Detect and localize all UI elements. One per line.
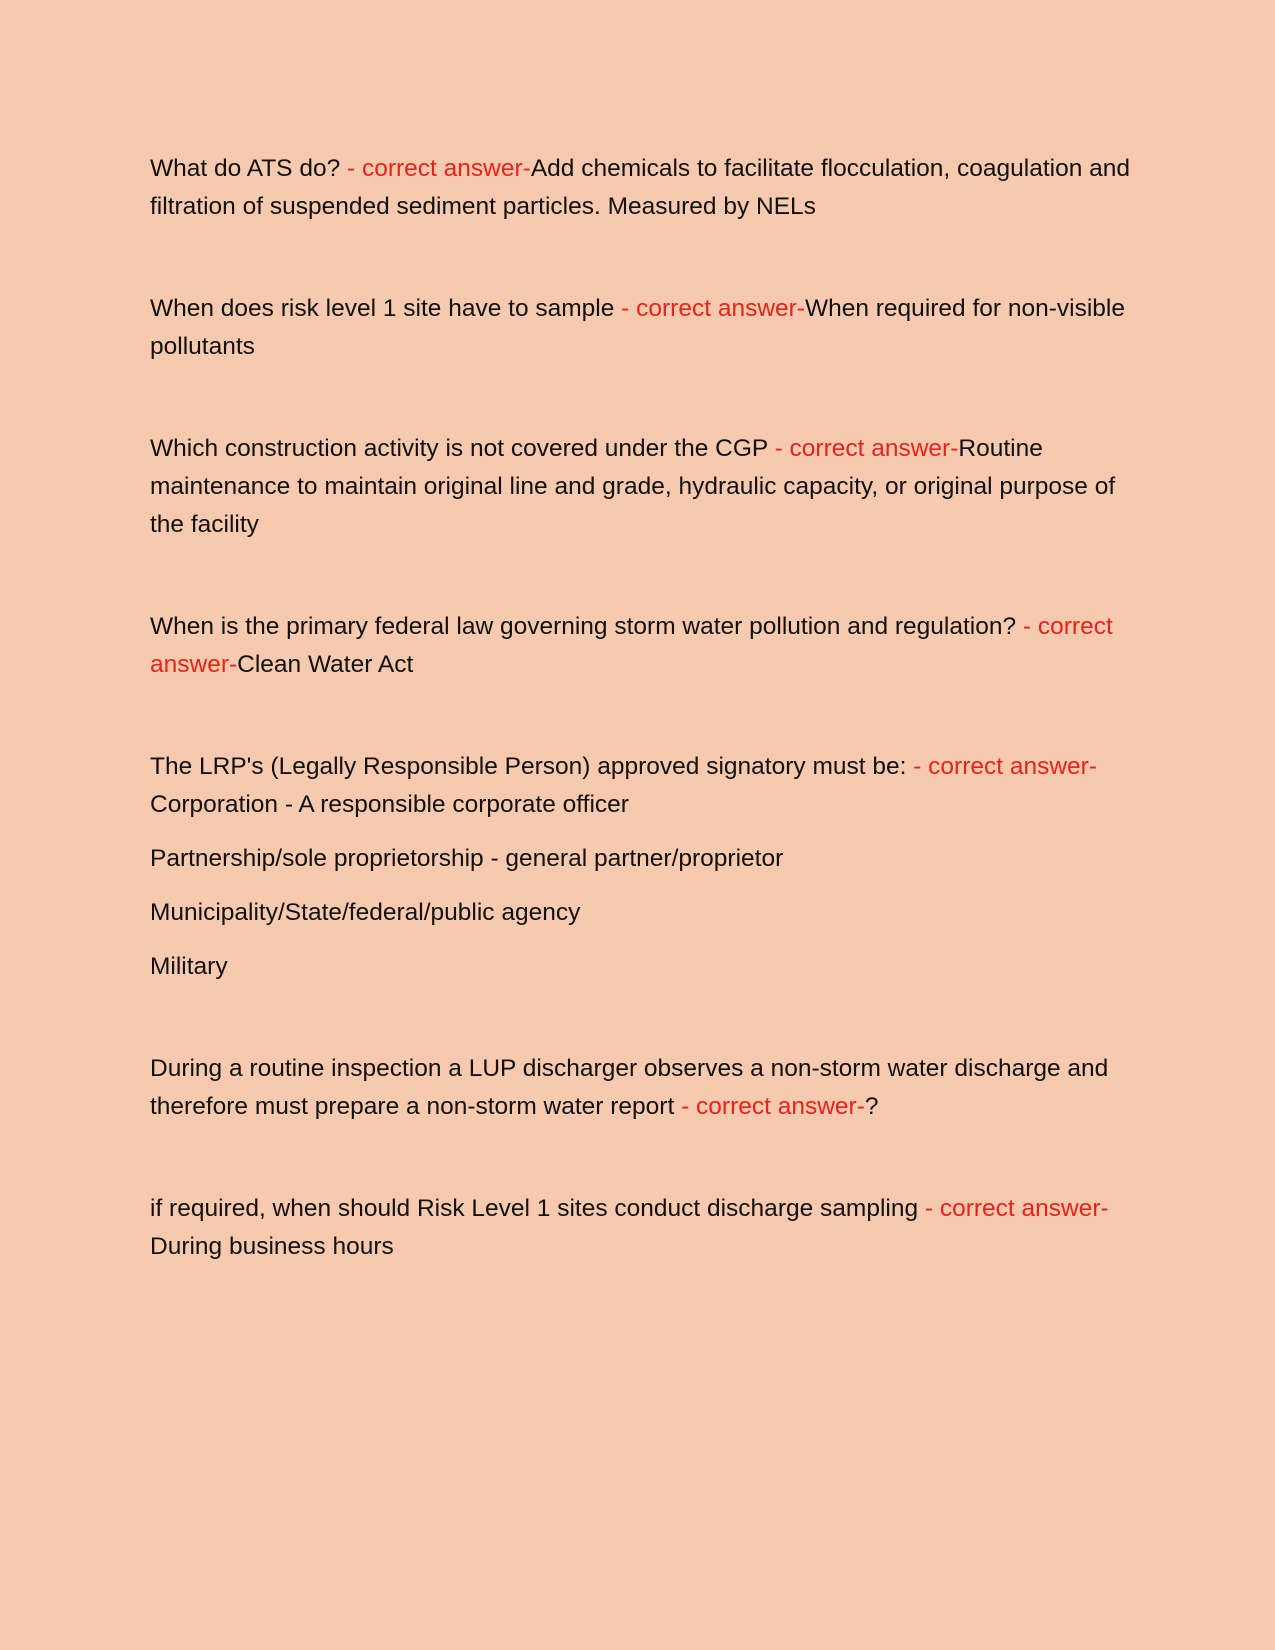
qa-item-1: [150, 150, 1135, 226]
correct-answer-marker: - correct answer-: [906, 753, 1097, 780]
question-text: if required, when should Risk Level 1 sites conduct discharge sampling: [150, 1195, 919, 1222]
qa-text: [150, 430, 1135, 544]
correct-answer-marker: - correct answer-: [767, 435, 959, 462]
question-text: When does risk level 1 site have to sample: [150, 295, 615, 322]
answer-text: Clean Water Act: [237, 651, 414, 678]
answer-extra-line: Municipality/State/federal/public agency: [150, 899, 581, 926]
correct-answer-marker: - correct answer-: [614, 295, 805, 322]
qa-item-4: [150, 608, 1135, 684]
qa-text: [150, 1190, 1135, 1266]
qa-item-5: [150, 748, 1135, 986]
qa-item-7: [150, 1190, 1135, 1266]
qa-item-2: [150, 290, 1135, 366]
answer-text: Add chemicals to facilitate flocculation, coagulation and filtration of suspended sediment particles. Measured by NELs: [150, 155, 1131, 220]
question-text: What do ATS do?: [150, 155, 341, 182]
answer-extra-line: Military: [150, 953, 228, 980]
qa-item-3: [150, 430, 1135, 544]
question-text: When is the primary federal law governing storm water pollution and regulation?: [150, 613, 1017, 640]
answer-text: When required for non-visible pollutants: [150, 295, 1125, 360]
answer-text: Routine maintenance to maintain original line and grade, hydraulic capacity, or original purpose of the facility: [150, 435, 1116, 538]
question-text: Which construction activity is not covered under the CGP: [150, 435, 768, 462]
answer-text: Corporation - A responsible corporate officer: [150, 791, 629, 818]
correct-answer-marker: - correct answer-: [918, 1195, 1109, 1222]
question-text: The LRP's (Legally Responsible Person) approved signatory must be:: [150, 753, 907, 780]
answer-text: During business hours: [150, 1233, 394, 1260]
qa-text: [150, 290, 1135, 366]
question-text: During a routine inspection a LUP discharger observes a non-storm water discharge and therefore must prepare a non-storm water report: [150, 1055, 1109, 1120]
qa-text: [150, 608, 1135, 684]
qa-text: [150, 1050, 1135, 1126]
correct-answer-marker: - correct answer-: [674, 1093, 865, 1120]
qa-item-6: [150, 1050, 1135, 1126]
answer-extra-line: Partnership/sole proprietorship - general partner/proprietor: [150, 845, 784, 872]
qa-text: [150, 748, 1135, 824]
answer-text: ?: [864, 1093, 879, 1120]
correct-answer-marker: - correct answer-: [340, 155, 531, 182]
correct-answer-marker: - correct answer-: [150, 613, 1113, 678]
qa-text: [150, 150, 1135, 226]
